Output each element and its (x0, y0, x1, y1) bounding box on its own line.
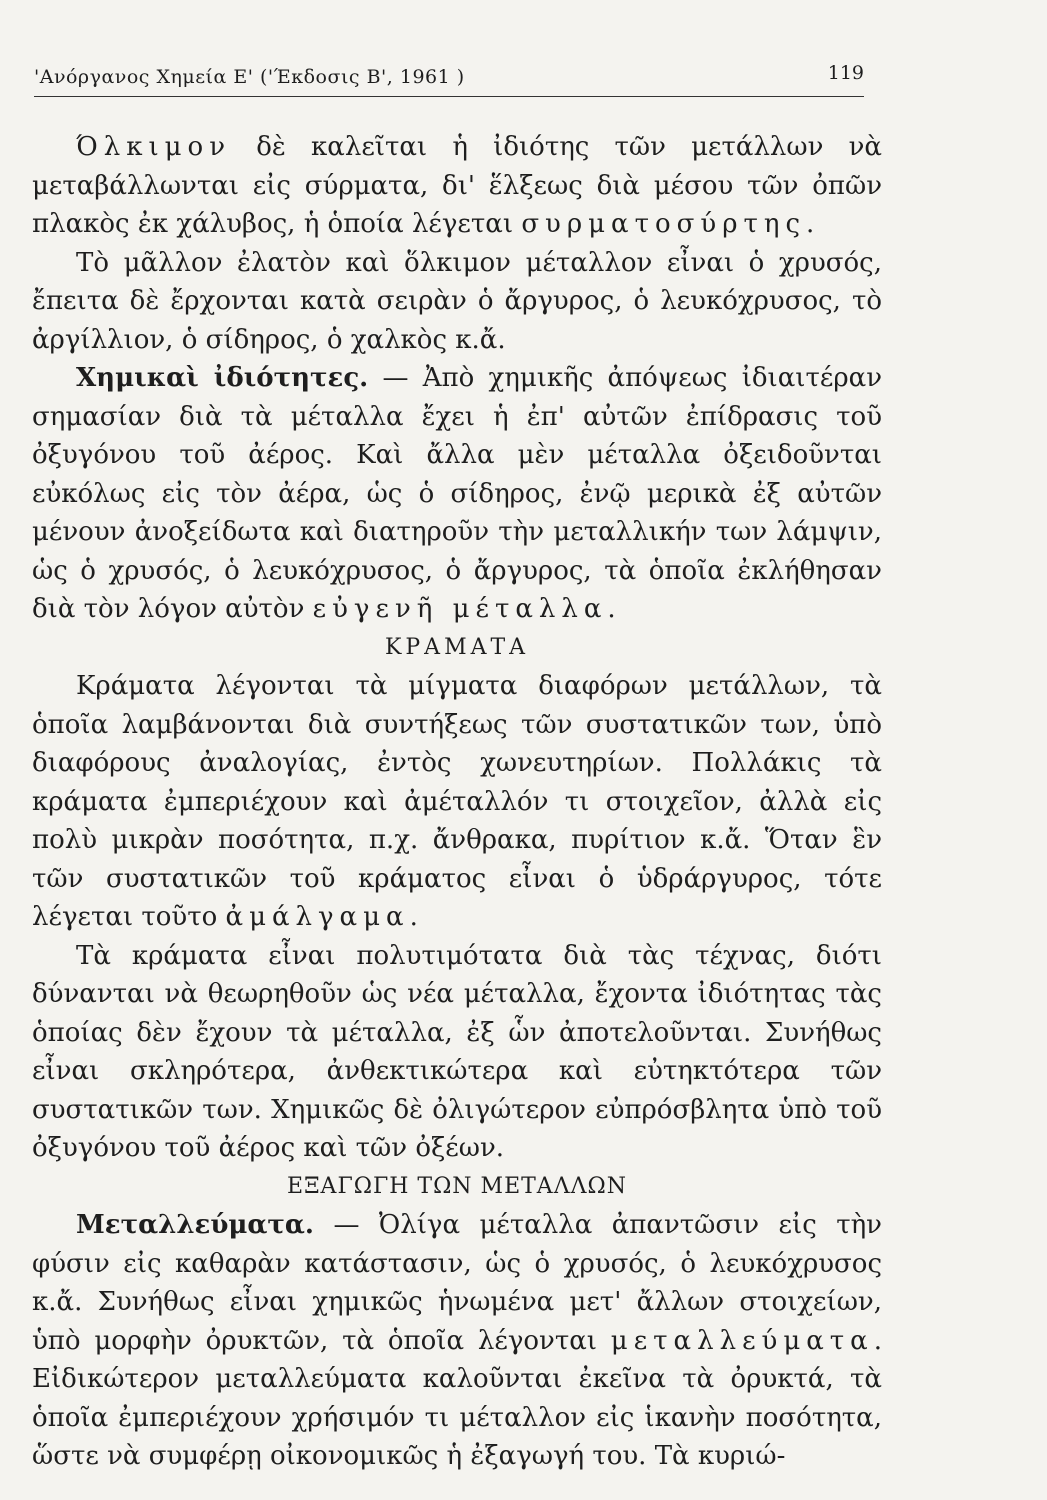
paragraph-ores (32, 1206, 882, 1476)
spaced-term: εὐγενῆ μέταλλα (312, 594, 608, 624)
paragraph-text: δὲ καλεῖται ἡ ἰδιότης τῶν μετάλλων νὰ μεταβάλλωνται εἰς σύρματα, δι' ἕλξεως διὰ μέσου τῶν ὀπῶν πλακὸς ἐκ χάλυβος, ἡ ὁποία λέγεται (32, 132, 882, 239)
punctuation: . (607, 594, 616, 624)
paragraph-malleable-metals: Τὸ μᾶλλον ἐλατὸν καὶ ὅλκιμον μέταλλον εἶναι ὁ χρυσός, ἔπειτα δὲ ἔρχονται κατὰ σειρὰν ὁ ἄργυρος, ὁ λευκόχρυσος, τὸ ἀργίλλιον, ὁ σίδηρος, ὁ χαλκὸς κ.ἄ. (32, 247, 882, 355)
section-heading-metal-extraction: ΕΞΑΓΩΓΗ ΤΩΝ ΜΕΤΑΛΛΩΝ (287, 1173, 627, 1199)
running-title: 'Ανόργανος Χημεία Ε' ('Έκδοσις Β', 1961 ) (34, 66, 465, 88)
page-number: 119 (827, 62, 864, 84)
spaced-term: συρματοσύρτης (521, 209, 807, 239)
spaced-term: Όλκιμον (76, 132, 232, 162)
spaced-term: μεταλλεύματα (610, 1325, 874, 1356)
punctuation: . (806, 209, 815, 239)
bold-lead-term: Μεταλλεύματα. (76, 1210, 314, 1240)
body-text (32, 128, 882, 1476)
spaced-term: ἀμάλγαμα (225, 902, 410, 932)
paragraph-text: Κράματα λέγονται τὰ μίγματα διαφόρων μετάλλων, τὰ ὁποῖα λαμβάνονται διὰ συντήξεως τῶν συστατικῶν των, ὑπὸ διαφόρους ἀναλογίας, ἐντὸς χωνευτηρίων. Πολλάκις τὰ κράματα ἐμπεριέχουν καὶ ἀμέταλλόν τι στοιχεῖον, ἀλλὰ εἰς πολὺ μικρὰν ποσότητα, π.χ. ἄνθρακα, πυρίτιον κ.ἄ. Ὅταν ἓν τῶν συστατικῶν τοῦ κράματος εἶναι ὁ ὑδράργυρος, τότε λέγεται τοῦτο (32, 671, 882, 932)
section-heading-alloys: ΚΡΑΜΑΤΑ (384, 634, 530, 660)
paragraph-text: — Ὀλίγα μέταλλα ἀπαντῶσιν εἰς τὴν φύσιν εἰς καθαρὰν κατάστασιν, ὡς ὁ χρυσός, ὁ λευκόχρυσος κ.ἄ. Συνήθως εἶναι χημικῶς ἡνωμένα μετ' ἄλλων στοιχείων, ὑπὸ μορφὴν ὀρυκτῶν, τὰ ὁποῖα λέγονται (32, 1210, 882, 1356)
paragraph-ductility (32, 128, 882, 244)
paragraph-text: . Εἰδικώτερον μεταλλεύματα καλοῦνται ἐκεῖνα τὰ ὀρυκτά, τὰ ὁποῖα ἐμπεριέχουν χρήσιμόν τι μέταλλον εἰς ἱκανὴν ποσότητα, ὥστε νὰ συμφέρῃ οἰκονομικῶς ἡ ἐξαγωγή του. Τὰ κυριώ- (32, 1325, 882, 1471)
page-header (34, 64, 864, 97)
paragraph-chemical-properties (32, 359, 882, 629)
paragraph-alloys-definition (32, 667, 882, 937)
bold-lead-term: Χημικαὶ ἰδιότητες. (76, 363, 369, 393)
paragraph-alloys-uses: Τὰ κράματα εἶναι πολυτιμότατα διὰ τὰς τέχνας, διότι δύνανται νὰ θεωρηθοῦν ὡς νέα μέταλλα, ἔχοντα ἰδιότητας τὰς ὁποίας δὲν ἔχουν τὰ μέταλλα, ἐξ ὧν ἀποτελοῦνται. Συνήθως εἶναι σκληρότερα, ἀνθεκτικώτερα καὶ εὐτηκτότερα τῶν συστατικῶν των. Χημικῶς δὲ ὀλιγώτερον εὐπρόσβλητα ὑπὸ τοῦ ὀξυγόνου τοῦ ἀέρος καὶ τῶν ὀξέων. (32, 940, 882, 1163)
paragraph-text: — Ἀπὸ χημικῆς ἀπόψεως ἰδιαιτέραν σημασίαν διὰ τὰ μέταλλα ἔχει ἡ ἐπ' αὐτῶν ἐπίδρασις τοῦ ὀξυγόνου τοῦ ἀέρος. Καὶ ἄλλα μὲν μέταλλα ὀξειδοῦνται εὐκόλως εἰς τὸν ἀέρα, ὡς ὁ σίδηρος, ἐνῷ μερικὰ ἐξ αὐτῶν μένουν ἀνοξείδωτα καὶ διατηροῦν τὴν μεταλλικήν των λάμψιν, ὡς ὁ χρυσός, ὁ λευκόχρυσος, ὁ ἄργυρος, τὰ ὁποῖα ἐκλήθησαν διὰ τὸν λόγον αὐτὸν (32, 363, 882, 624)
punctuation: . (409, 902, 418, 932)
